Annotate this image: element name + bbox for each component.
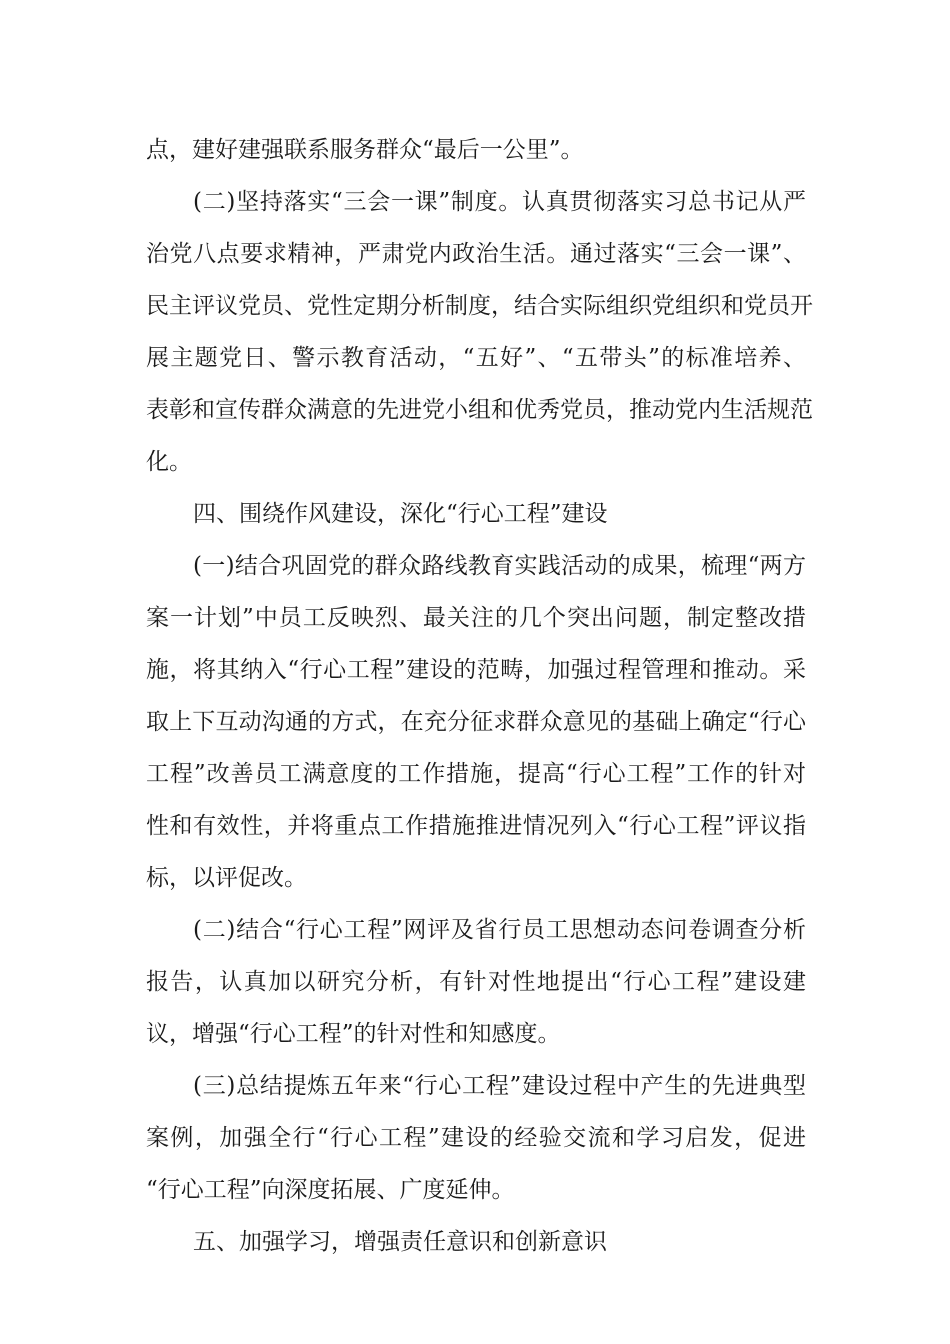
text-line-17: 报告，认真加以研究分析，有针对性地提出“行心工程”建设建 [146,969,806,995]
text-line-7: 化。 [146,449,192,475]
text-line-10: 案一计划”中员工反映烈、最关注的几个突出问题，制定整改措 [146,605,806,631]
text-line-15: 标，以评促改。 [146,865,307,891]
text-line-13: 工程”改善员工满意度的工作措施，提高“行心工程”工作的针对 [146,761,806,787]
section-4-2-heading-line: (二)结合“行心工程”网评及省行员工思想动态问卷调查分析 [193,917,806,943]
text-line-5: 展主题党日、警示教育活动，“五好”、“五带头”的标准培养、 [146,345,806,371]
text-line-20: 案例，加强全行“行心工程”建设的经验交流和学习启发，促进 [146,1125,806,1151]
text-line-3: 治党八点要求精神，严肃党内政治生活。通过落实“三会一课”、 [146,241,806,267]
text-line-21: “行心工程”向深度拓展、广度延伸。 [146,1177,515,1203]
section-5-heading: 五、加强学习，增强责任意识和创新意识 [193,1229,607,1255]
text-line-12: 取上下互动沟通的方式，在充分征求群众意见的基础上确定“行心 [146,709,806,735]
section-4-3-heading-line: (三)总结提炼五年来“行心工程”建设过程中产生的先进典型 [193,1073,806,1099]
text-line-4: 民主评议党员、党性定期分析制度，结合实际组织党组织和党员开 [146,293,813,319]
text-line-6: 表彰和宣传群众满意的先进党小组和优秀党员，推动党内生活规范 [146,397,813,423]
section-4-heading: 四、围绕作风建设，深化“行心工程”建设 [193,501,608,527]
text-line-11: 施，将其纳入“行心工程”建设的范畴，加强过程管理和推动。采 [146,657,806,683]
section-3-2-heading-line: (二)坚持落实“三会一课”制度。认真贯彻落实习总书记从严 [193,189,806,215]
section-4-1-heading-line: (一)结合巩固党的群众路线教育实践活动的成果，梳理“两方 [193,553,806,579]
text-line-1: 点，建好建强联系服务群众“最后一公里”。 [146,137,584,163]
text-line-14: 性和有效性，并将重点工作措施推进情况列入“行心工程”评议指 [146,813,806,839]
text-line-18: 议，增强“行心工程”的针对性和知感度。 [146,1021,561,1047]
